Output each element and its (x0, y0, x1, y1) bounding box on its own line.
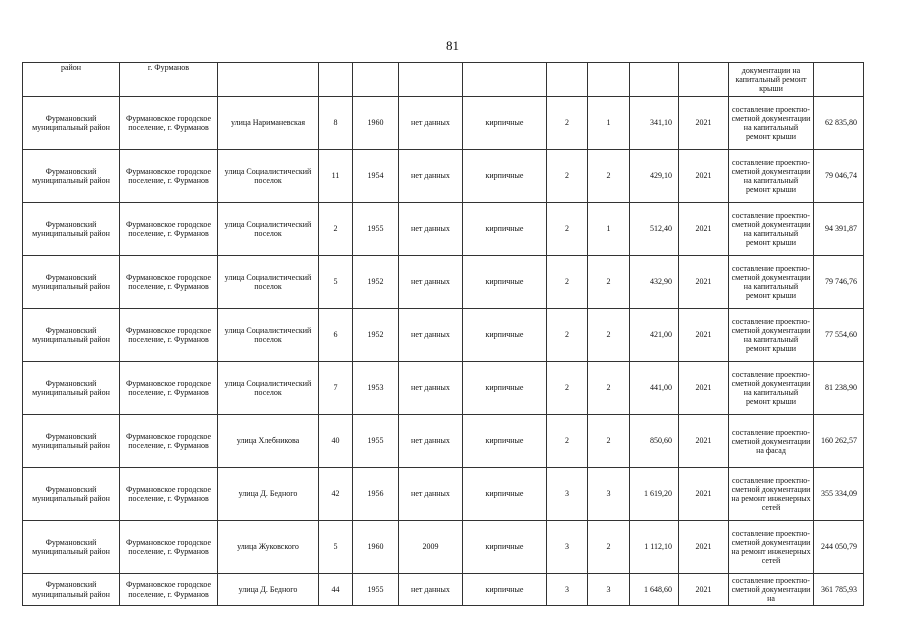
cell-entrances (588, 63, 630, 97)
cell-renovation: 2009 (399, 521, 463, 574)
cell-renovation: нет данных (399, 468, 463, 521)
cell-plan-year: 2021 (679, 309, 729, 362)
cell-house: 5 (319, 256, 353, 309)
cell-material: кирпичные (463, 521, 547, 574)
cell-house: 8 (319, 97, 353, 150)
table-row (23, 203, 864, 256)
cell-floors: 2 (547, 97, 588, 150)
cell-floors (547, 63, 588, 97)
cell-plan-year (679, 63, 729, 97)
cell-cost (814, 63, 864, 97)
cell-area (630, 63, 679, 97)
cell-entrances: 2 (588, 256, 630, 309)
cell-year: 1956 (353, 468, 399, 521)
cell-work: составление проектно-сметной документации на капитальный ремонт крыши (729, 97, 814, 150)
cell-entrances: 1 (588, 97, 630, 150)
cell-renovation: нет данных (399, 203, 463, 256)
cell-year: 1953 (353, 362, 399, 415)
table-row (23, 468, 864, 521)
cell-plan-year: 2021 (679, 521, 729, 574)
cell-renovation: нет данных (399, 362, 463, 415)
cell-entrances: 2 (588, 521, 630, 574)
cell-district: район (23, 63, 120, 97)
cell-settlement: Фурмановское городское поселение, г. Фурманов (120, 256, 218, 309)
cell-street: улица Д. Бедного (218, 468, 319, 521)
cell-entrances: 2 (588, 150, 630, 203)
table-row (23, 256, 864, 309)
cell-entrances: 3 (588, 574, 630, 606)
cell-house: 42 (319, 468, 353, 521)
cell-work: составление проектно-сметной документации на ремонт инженерных сетей (729, 468, 814, 521)
cell-street: улица Жуковского (218, 521, 319, 574)
cell-house: 40 (319, 415, 353, 468)
cell-material: кирпичные (463, 362, 547, 415)
cell-renovation: нет данных (399, 150, 463, 203)
cell-house: 7 (319, 362, 353, 415)
table-row (23, 97, 864, 150)
table-row (23, 362, 864, 415)
cell-street: улица Д. Бедного (218, 574, 319, 606)
cell-cost: 79 046,74 (814, 150, 864, 203)
cell-district: Фурмановский муниципальный район (23, 574, 120, 606)
cell-settlement: Фурмановское городское поселение, г. Фурманов (120, 521, 218, 574)
cell-year: 1955 (353, 574, 399, 606)
cell-renovation (399, 63, 463, 97)
cell-area: 432,90 (630, 256, 679, 309)
cell-plan-year: 2021 (679, 574, 729, 606)
cell-floors: 2 (547, 309, 588, 362)
cell-cost: 361 785,93 (814, 574, 864, 606)
cell-settlement: Фурмановское городское поселение, г. Фурманов (120, 574, 218, 606)
cell-house: 5 (319, 521, 353, 574)
cell-year: 1960 (353, 97, 399, 150)
cell-district: Фурмановский муниципальный район (23, 150, 120, 203)
cell-floors: 3 (547, 468, 588, 521)
cell-floors: 2 (547, 256, 588, 309)
cell-plan-year: 2021 (679, 150, 729, 203)
cell-cost: 81 238,90 (814, 362, 864, 415)
cell-entrances: 2 (588, 362, 630, 415)
cell-renovation: нет данных (399, 574, 463, 606)
cell-district: Фурмановский муниципальный район (23, 468, 120, 521)
cell-floors: 2 (547, 415, 588, 468)
cell-renovation: нет данных (399, 309, 463, 362)
cell-area: 429,10 (630, 150, 679, 203)
cell-area: 441,00 (630, 362, 679, 415)
cell-material: кирпичные (463, 97, 547, 150)
cell-house (319, 63, 353, 97)
cell-entrances: 2 (588, 415, 630, 468)
cell-settlement: Фурмановское городское поселение, г. Фурманов (120, 309, 218, 362)
cell-district: Фурмановский муниципальный район (23, 521, 120, 574)
cell-area: 1 619,20 (630, 468, 679, 521)
cell-entrances: 3 (588, 468, 630, 521)
cell-area: 341,10 (630, 97, 679, 150)
page-number: 81 (446, 38, 459, 53)
cell-cost: 160 262,57 (814, 415, 864, 468)
cell-material: кирпичные (463, 203, 547, 256)
cell-street: улица Социалистический поселок (218, 309, 319, 362)
cell-settlement: Фурмановское городское поселение, г. Фурманов (120, 415, 218, 468)
cell-plan-year: 2021 (679, 468, 729, 521)
cell-work: составление проектно-сметной документации на (729, 574, 814, 606)
cell-street: улица Нариманевская (218, 97, 319, 150)
cell-material (463, 63, 547, 97)
cell-floors: 2 (547, 203, 588, 256)
cell-cost: 94 391,87 (814, 203, 864, 256)
cell-entrances: 1 (588, 203, 630, 256)
cell-plan-year: 2021 (679, 97, 729, 150)
cell-renovation: нет данных (399, 97, 463, 150)
cell-entrances: 2 (588, 309, 630, 362)
cell-district: Фурмановский муниципальный район (23, 97, 120, 150)
cell-settlement: Фурмановское городское поселение, г. Фурманов (120, 97, 218, 150)
table-row (23, 63, 864, 97)
cell-cost: 62 835,80 (814, 97, 864, 150)
housing-table (22, 62, 864, 606)
cell-floors: 3 (547, 574, 588, 606)
cell-street: улица Социалистический поселок (218, 362, 319, 415)
cell-street (218, 63, 319, 97)
cell-floors: 2 (547, 362, 588, 415)
cell-cost: 244 050,79 (814, 521, 864, 574)
cell-cost: 355 334,09 (814, 468, 864, 521)
cell-street: улица Социалистический поселок (218, 203, 319, 256)
cell-settlement: Фурмановское городское поселение, г. Фурманов (120, 203, 218, 256)
cell-year: 1954 (353, 150, 399, 203)
table-row (23, 415, 864, 468)
cell-house: 6 (319, 309, 353, 362)
cell-plan-year: 2021 (679, 362, 729, 415)
cell-work: составление проектно-сметной документации на капитальный ремонт крыши (729, 150, 814, 203)
cell-district: Фурмановский муниципальный район (23, 362, 120, 415)
cell-settlement: г. Фурманов (120, 63, 218, 97)
cell-work: составление проектно-сметной документации на капитальный ремонт крыши (729, 362, 814, 415)
cell-year: 1952 (353, 309, 399, 362)
cell-area: 1 112,10 (630, 521, 679, 574)
cell-year: 1955 (353, 415, 399, 468)
cell-year: 1960 (353, 521, 399, 574)
cell-street: улица Социалистический поселок (218, 256, 319, 309)
cell-area: 850,60 (630, 415, 679, 468)
table-row (23, 150, 864, 203)
cell-work: составление проектно-сметной документации на капитальный ремонт крыши (729, 309, 814, 362)
cell-work: составление проектно-сметной документации на капитальный ремонт крыши (729, 203, 814, 256)
cell-area: 421,00 (630, 309, 679, 362)
cell-material: кирпичные (463, 415, 547, 468)
cell-plan-year: 2021 (679, 256, 729, 309)
cell-settlement: Фурмановское городское поселение, г. Фурманов (120, 468, 218, 521)
cell-district: Фурмановский муниципальный район (23, 415, 120, 468)
table-row (23, 521, 864, 574)
cell-renovation: нет данных (399, 415, 463, 468)
cell-year: 1955 (353, 203, 399, 256)
cell-material: кирпичные (463, 256, 547, 309)
cell-material: кирпичные (463, 574, 547, 606)
cell-area: 1 648,60 (630, 574, 679, 606)
cell-district: Фурмановский муниципальный район (23, 256, 120, 309)
cell-work: составление проектно-сметной документации на фасад (729, 415, 814, 468)
cell-house: 44 (319, 574, 353, 606)
cell-work: составление проектно-сметной документации на капитальный ремонт крыши (729, 256, 814, 309)
cell-cost: 79 746,76 (814, 256, 864, 309)
cell-year: 1952 (353, 256, 399, 309)
cell-floors: 2 (547, 150, 588, 203)
table-row (23, 309, 864, 362)
cell-house: 2 (319, 203, 353, 256)
cell-settlement: Фурмановское городское поселение, г. Фурманов (120, 362, 218, 415)
cell-floors: 3 (547, 521, 588, 574)
cell-year (353, 63, 399, 97)
cell-district: Фурмановский муниципальный район (23, 203, 120, 256)
cell-plan-year: 2021 (679, 415, 729, 468)
cell-house: 11 (319, 150, 353, 203)
cell-renovation: нет данных (399, 256, 463, 309)
cell-district: Фурмановский муниципальный район (23, 309, 120, 362)
cell-street: улица Хлебникова (218, 415, 319, 468)
cell-material: кирпичные (463, 150, 547, 203)
cell-plan-year: 2021 (679, 203, 729, 256)
cell-work: составление проектно-сметной документации на ремонт инженерных сетей (729, 521, 814, 574)
cell-work: документации на капитальный ремонт крыши (729, 63, 814, 97)
table-row (23, 574, 864, 606)
cell-material: кирпичные (463, 309, 547, 362)
cell-settlement: Фурмановское городское поселение, г. Фурманов (120, 150, 218, 203)
cell-street: улица Социалистический поселок (218, 150, 319, 203)
cell-cost: 77 554,60 (814, 309, 864, 362)
cell-area: 512,40 (630, 203, 679, 256)
cell-material: кирпичные (463, 468, 547, 521)
